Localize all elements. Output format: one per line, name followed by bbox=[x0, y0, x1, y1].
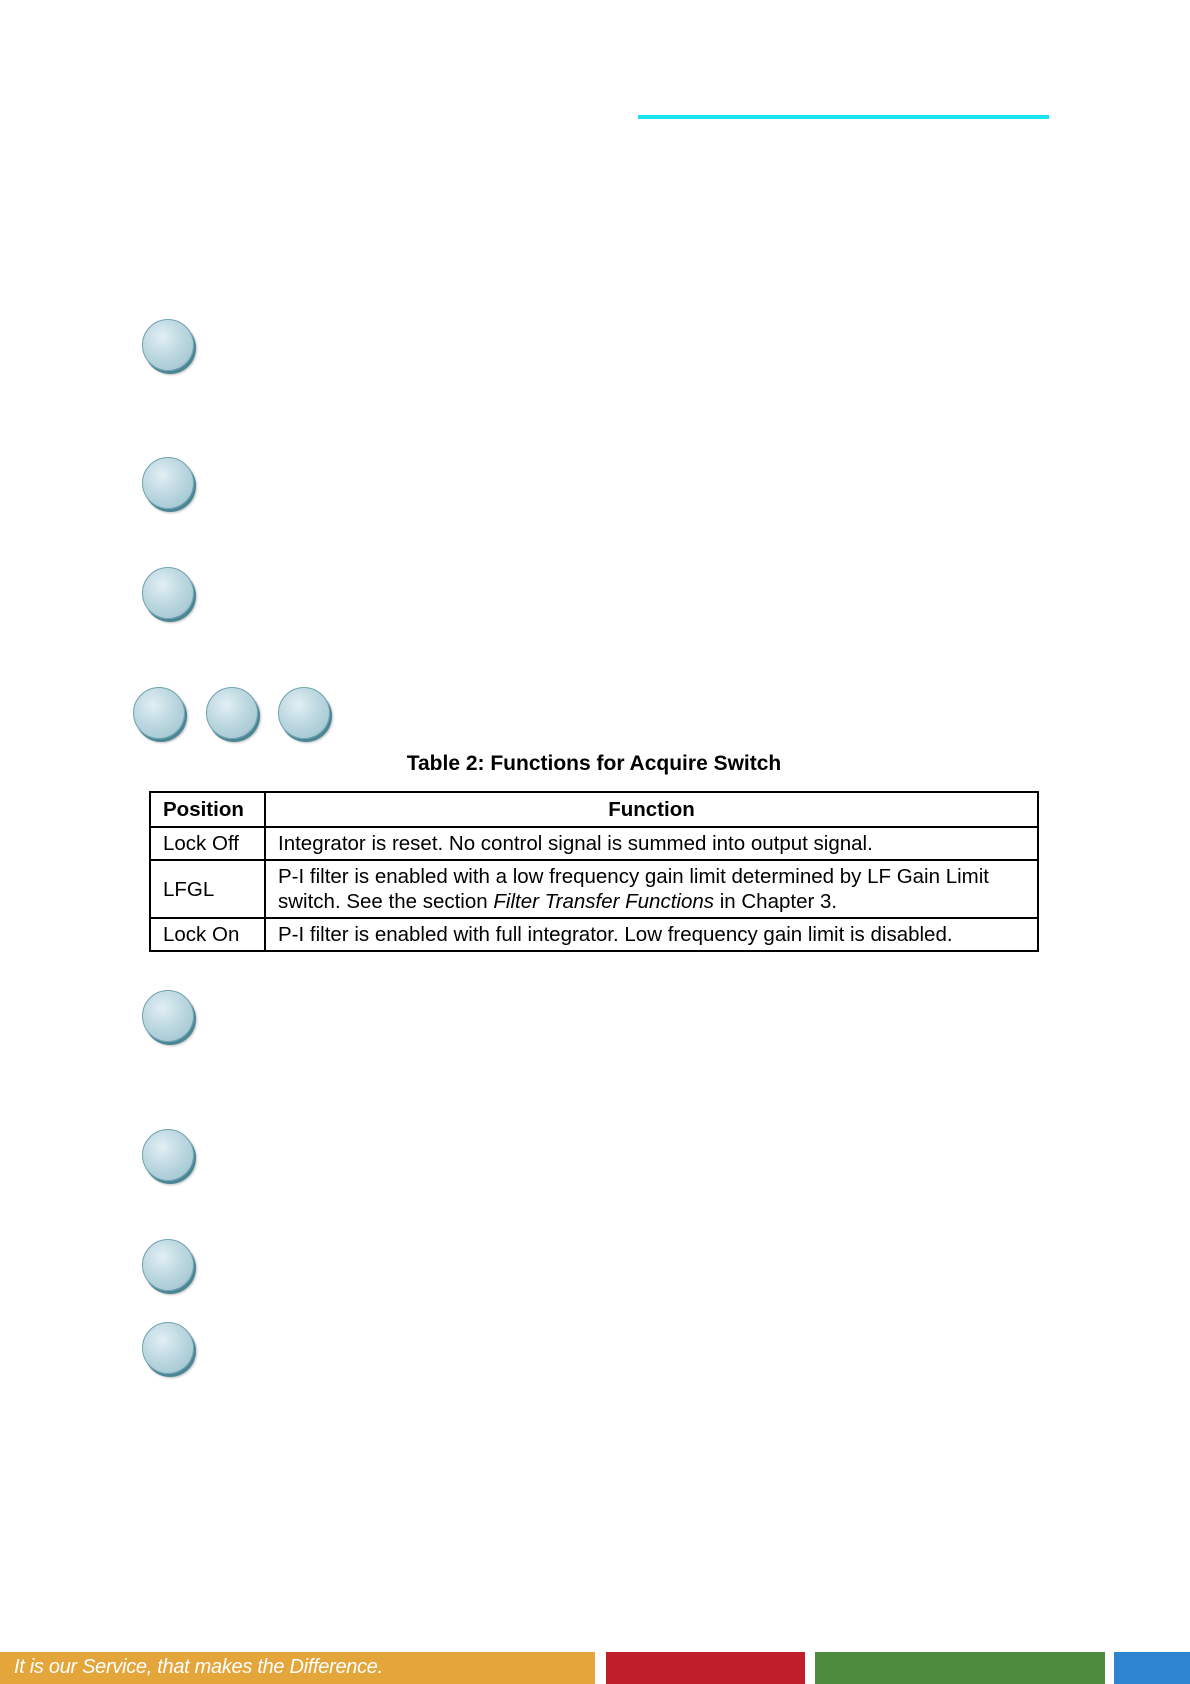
callout-marker bbox=[142, 1129, 194, 1181]
footer-band-green bbox=[815, 1652, 1105, 1684]
callout-marker bbox=[142, 1239, 194, 1291]
table-row bbox=[150, 918, 1038, 951]
column-header-position: Position bbox=[150, 792, 265, 827]
callout-marker bbox=[142, 990, 194, 1042]
callout-marker bbox=[206, 687, 258, 739]
callout-marker bbox=[278, 687, 330, 739]
function-cell bbox=[265, 860, 1038, 918]
table-row bbox=[150, 827, 1038, 860]
callout-marker bbox=[142, 567, 194, 619]
footer-band-blue bbox=[1114, 1652, 1190, 1684]
table-caption: Table 2: Functions for Acquire Switch bbox=[406, 752, 782, 775]
table-row bbox=[150, 860, 1038, 918]
position-cell: Lock Off bbox=[150, 827, 265, 860]
footer-band-orange bbox=[0, 1652, 595, 1684]
footer-tagline: It is our Service, that makes the Difference. bbox=[14, 1656, 383, 1678]
callout-marker bbox=[133, 687, 185, 739]
function-text-italic: Filter Transfer Functions bbox=[493, 890, 715, 913]
callout-marker bbox=[142, 1322, 194, 1374]
callout-marker bbox=[142, 319, 194, 371]
footer-band-red bbox=[606, 1652, 805, 1684]
header-accent-line bbox=[638, 115, 1049, 119]
position-cell: LFGL bbox=[150, 860, 265, 918]
function-cell: P-I filter is enabled with full integrator. Low frequency gain limit is disabled. bbox=[265, 918, 1038, 951]
acquire-switch-table bbox=[149, 791, 1039, 952]
position-cell: Lock On bbox=[150, 918, 265, 951]
column-header-function: Function bbox=[265, 792, 1038, 827]
function-text: P-I filter is enabled with a low frequency gain limit determined by LF Gain Limit switch. See the section bbox=[278, 865, 989, 913]
table-header-row bbox=[150, 792, 1038, 827]
function-cell: Integrator is reset. No control signal is summed into output signal. bbox=[265, 827, 1038, 860]
function-text: in Chapter 3. bbox=[714, 890, 838, 913]
callout-marker bbox=[142, 457, 194, 509]
